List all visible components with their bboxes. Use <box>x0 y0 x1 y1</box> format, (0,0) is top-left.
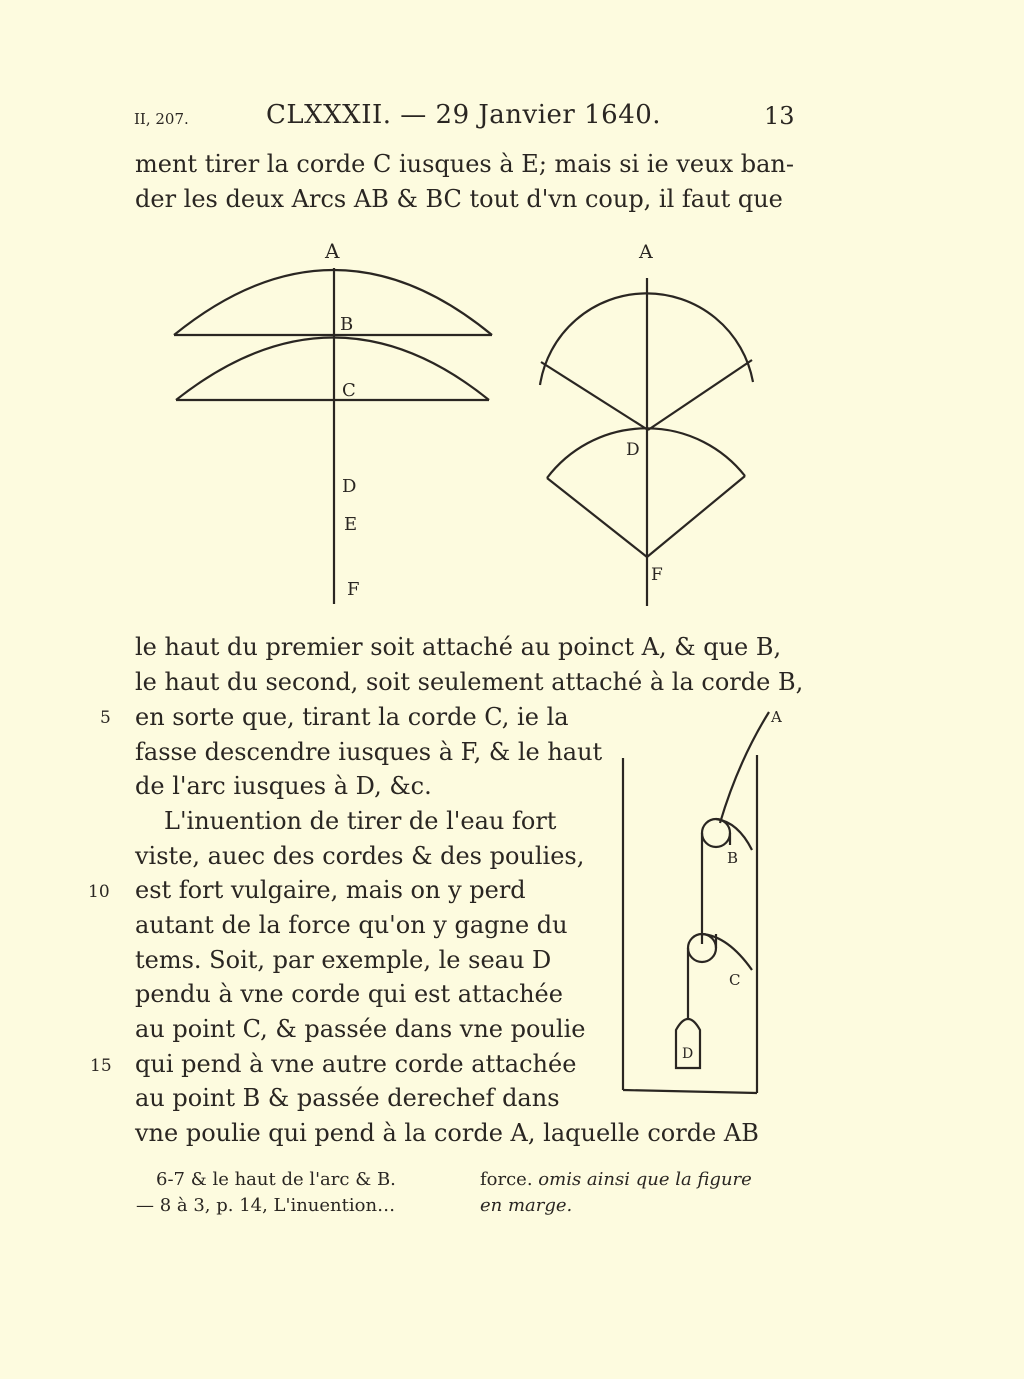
text-line: autant de la force qu'on y gagne du <box>135 911 568 939</box>
figure-double-bow <box>174 239 492 604</box>
text-line: L'inuention de tirer de l'eau fort <box>164 807 557 835</box>
figure2-label-f: F <box>651 565 663 585</box>
footnote-right-1-lemma: force. <box>480 1169 533 1190</box>
figure2-label-a: A <box>639 241 653 263</box>
running-header-title: CLXXXII. — 29 Janvier 1640. <box>266 100 662 130</box>
footnote-right-2: en marge. <box>480 1195 573 1216</box>
figure1-label-b: B <box>340 314 354 335</box>
text-line: en sorte que, tirant la corde C, ie la <box>135 703 569 731</box>
footnote-right-1 <box>480 1167 752 1193</box>
footnote-left-1: 6-7 & le haut de l'arc & B. <box>156 1169 396 1190</box>
text-line: le haut du second, soit seulement attaché à la corde B, <box>135 668 804 696</box>
text-line: le haut du premier soit attaché au poinct A, & que B, <box>135 633 782 661</box>
text-line: est fort vulgaire, mais on y perd <box>135 876 526 904</box>
text-line: tems. Soit, par exemple, le seau D <box>135 946 552 974</box>
figure3-label-d: D <box>682 1046 694 1062</box>
text-line: qui pend à vne autre corde attachée <box>135 1050 577 1078</box>
footnote-right-1-note: omis ainsi que la figure <box>538 1169 752 1190</box>
text-line: ment tirer la corde C iusques à E; mais si ie veux ban- <box>135 150 794 178</box>
figure2-label-d: D <box>626 440 640 460</box>
line-number: 10 <box>88 882 110 902</box>
figure3-label-c: C <box>729 971 741 989</box>
text-line: der les deux Arcs AB & BC tout d'vn coup, il faut que <box>135 185 783 213</box>
text-line: fasse descendre iusques à F, & le haut <box>135 738 603 766</box>
figure3-label-a: A <box>771 708 782 726</box>
figure1-label-f: F <box>347 579 360 600</box>
line-number: 15 <box>90 1056 112 1076</box>
page-number: 13 <box>764 102 795 130</box>
figure1-label-e: E <box>344 514 358 535</box>
text-line: au point C, & passée dans vne poulie <box>135 1015 586 1043</box>
text-line: vne poulie qui pend à la corde A, laquelle corde AB <box>135 1119 759 1147</box>
figure3-label-b: B <box>727 849 739 867</box>
figure-bows <box>0 230 1024 620</box>
figure1-label-a: A <box>325 239 340 263</box>
text-line: de l'arc iusques à D, &c. <box>135 772 432 800</box>
text-line: viste, auec des cordes & des poulies, <box>135 842 585 870</box>
figure-fan-bow <box>540 241 753 606</box>
line-number: 5 <box>100 708 111 728</box>
text-line: au point B & passée derechef dans <box>135 1084 560 1112</box>
figure-pulleys <box>0 700 1024 1100</box>
text-line: pendu à vne corde qui est attachée <box>135 980 563 1008</box>
figure1-label-c: C <box>342 380 356 401</box>
running-header-reference: II, 207. <box>134 110 189 128</box>
footnote-left-2: — 8 à 3, p. 14, L'inuention… <box>136 1195 396 1216</box>
figure1-label-d: D <box>342 476 357 497</box>
